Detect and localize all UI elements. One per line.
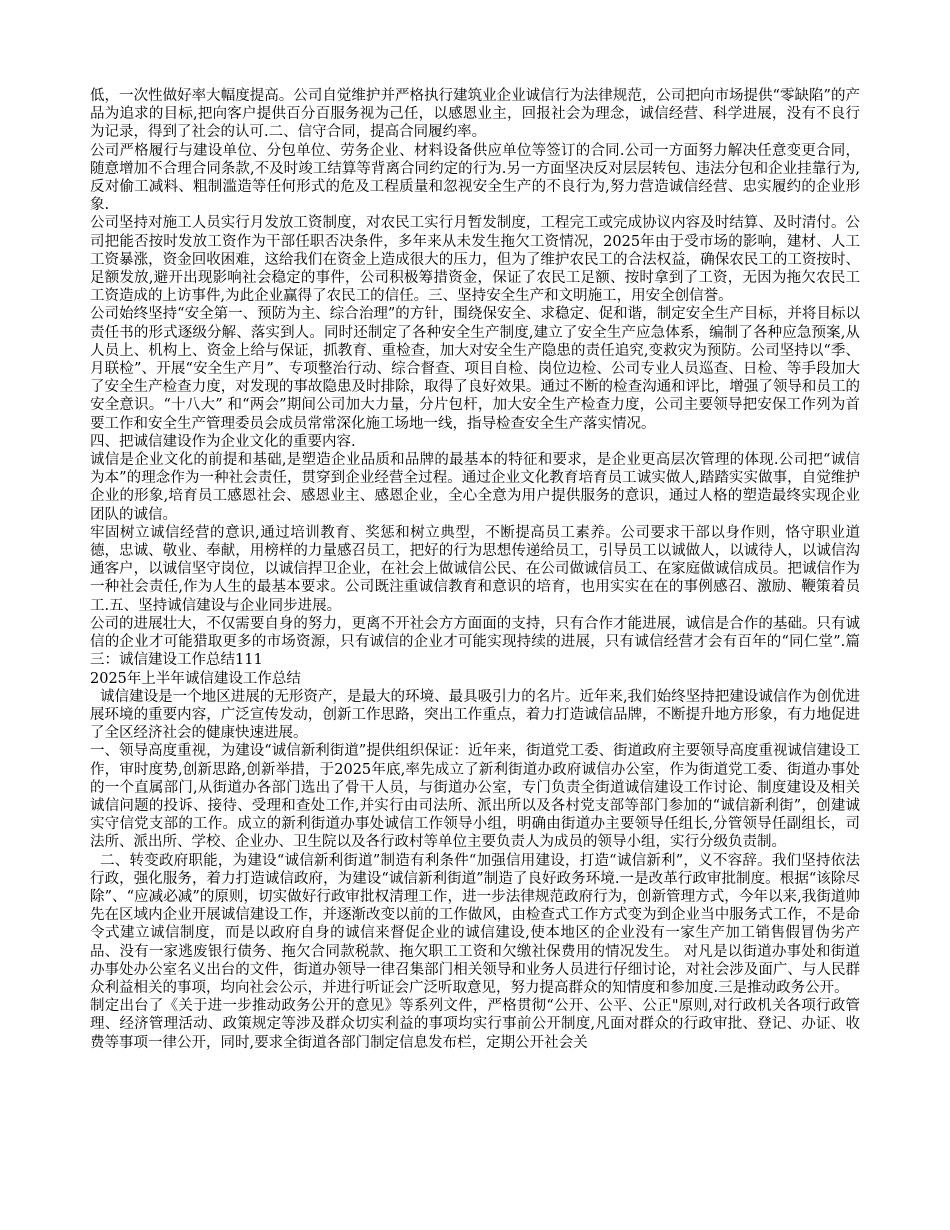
paragraph-regional-integrity: 诚信建设是一个地区进展的无形资产，是最大的环境、最具吸引力的名片。近年来,我们始终坚持把建设诚信作为创优进展环境的重要内容，广泛宣传发动，创新工作思路，突出工作重点，着力打造诚信品牌，不断提升地方形象，有力地促进了全区经济社会的健康快速进展。 [90, 688, 860, 742]
paragraph-wage-payment: 公司坚持对施工人员实行月发放工资制度，对农民工实行月暂发制度，工程完工或完成协议内容及时结算、及时清付。公司把能否按时发放工资作为干部任职否决条件，多年来从未发生拖欠工资情况，2025年由于受市场的影响，建材、人工工资暴涨，资金回收困难，这给我们在资金上造成很大的压力，但为了维护农民工的合法权益，确保农民工的工资按时、足额发放,避开出现影响社会稳定的事件，公司积极筹措资金，保证了农民工足额、按时拿到了工资，无因为拖欠农民工工资造成的上访事件,为此企业赢得了农民工的信任。三、坚持安全生产和文明施工，用安全创信誉。 [90, 215, 860, 305]
paragraph-contract-performance: 公司严格履行与建设单位、分包单位、劳务企业、材料设备供应单位等签订的合同.公司一方面努力解决任意变更合同，随意增加不合理合同条款,不及时竣工结算等背离合同约定的行为.另一方面坚决反对层层转包、违法分包和企业挂靠行为,反对偷工减料、粗制滥造等任何形式的危及工程质量和忽视安全生产的不良行为,努力营造诚信经营、忠实履约的企业形象. [90, 142, 860, 214]
paragraph-integrity-culture: 诚信是企业文化的前提和基础,是塑造企业品质和品牌的最基本的特征和要求，是企业更高层次管理的体现.公司把“诚信为本”的理念作为一种社会责任，贯穿到企业经营全过程。通过企业文化教育培育员工诚实做人,踏踏实实做事，自觉维护企业的形象,培育员工感恩社会、感恩业主、感恩企业，全心全意为用户提供服务的意识，通过人格的塑造最终实现企业团队的诚信。 [90, 452, 860, 523]
paragraph-government-functions: 二、转变政府职能，为建设“诚信新利街道”制造有利条件“加强信用建设，打造“诚信新利”，义不容辞。我们坚持依法行政，强化服务，着力打造诚信政府，为建设“诚信新利街道”制造了良好政务环境.一是改革行政审批制度。根据“该除尽除”、“应减必减”的原则，切实做好行政审批权清理工作，进一步法律规范政府行为，创新管理方式，今年以来,我街道帅先在区域内企业开展诚信建设工作，并逐渐改变以前的工作做风，由检查式工作方式变为到企业当中服务式工作，不是命令式建立诚信制度，而是以政府自身的诚信来督促企业的诚信建设,使本地区的企业没有一家生产加工销售假冒伪劣产品、没有一家逃废银行债务、拖欠合同款税款、拖欠职工工资和欠缴社保费用的情况发生。 对凡是以街道办事处和街道办事处办公室名义出台的文件，街道办领导一律召集部门相关领导和业务人员进行仔细讨论，对社会涉及面广、与人民群众利益相关的事项，均向社会公示，并进行听证会广泛听取意见，努力提高群众的知情度和参加度.三是推动政务公开。 [90, 852, 860, 996]
section-heading-corporate-culture: 四、把诚信建设作为企业文化的重要内容. [90, 433, 356, 450]
paragraph-company-growth: 公司的进展壮大，不仅需要自身的努力，更离不开社会方方面面的支持，只有合作才能进展，诚信是合作的基础。只有诚信的企业才可能猎取更多的市场资源，只有诚信的企业才可能实现持续的进展，只有诚信经营才会有百年的“同仁堂”.篇三：诚信建设工作总结111 [90, 615, 860, 669]
paragraph-integrity-awareness: 牢固树立诚信经营的意识,通过培训教育、奖惩和树立典型，不断提高员工素养。公司要求干部以身作则，恪守职业道德，忠诚、敬业、奉献，用榜样的力量感召员工，把好的行为思想传递给员工，引导员工以诚做人，以诚待人，以诚信沟通客户，以诚信坚守岗位，以诚信捍卫企业，在社会上做诚信公民、在公司做诚信员工、在家庭做诚信成员。把诚信作为一种社会责任,作为人生的最基本要求。公司既注重诚信教育和意识的培育，也用实实在在的事例感召、激励、鞭策着员工.五、坚持诚信建设与企业同步进展。 [90, 524, 860, 614]
paragraph-safety-production: 公司始终坚持“安全第一、预防为主、综合治理”的方针，围绕保安全、求稳定、促和谐，制定安全生产目标，并将目标以责任书的形式逐级分解、落实到人。同时还制定了各种安全生产制度,建立了安全生产应急体系，编制了各种应急预案,从人员上、机构上、资金上给与保证，抓教育、重检查，加大对安全生产隐患的责任追究,变救灾为预防。公司坚持以“季、月联检”、开展“安全生产月”、专项整治行动、综合督查、项目自检、岗位边检、公司专业人员巡查、日检、等手段加大了安全生产检查力度，对发现的事故隐患及时排除，取得了良好效果。通过不断的检查沟通和评比，增强了领导和员工的安全意识。“十八大” 和“两会”期间公司加大力量，分片包杆，加大安全生产检查力度，公司主要领导把安保工作列为首要工作和安全生产管理委员会成员常常深化施工场地一线，指导检查安全生产落实情况。 [90, 306, 860, 432]
document-subtitle: 2025年上半年诚信建设工作总结 [90, 670, 301, 687]
paragraph-government-transparency: 制定出台了《关于进一步推动政务公开的意见》等系列文件，严格贯彻“公开、公平、公正"原则,对行政机关各项行政管理、经济管理活动、政策规定等涉及群众切实利益的事项均实行事前公开制度,凡面对群众的行政审批、登记、办证、收费等事项一律公开，同时,要求全街道各部门制定信息发布栏，定期公开社会关 [90, 998, 860, 1051]
paragraph-intro-continuation: 低，一次性做好率大幅度提高。公司自觉维护并严格执行建筑业企业诚信行为法律规范，公司把向市场提供“零缺陷”的产品为追求的目标,把向客户提供百分百服务视为己任，以感恩业主，回报社会为理念，诚信经营、科学进展，没有不良行为记录，得到了社会的认可.二、信守合同，提高合同履约率。 [90, 88, 860, 141]
document-page [90, 87, 860, 1052]
paragraph-leadership-guarantee: 一、领导高度重视，为建设“诚信新利街道”提供组织保证：近年来，街道党工委、街道政府主要领导高度重视诚信建设工作，审时度势,创新思路,创新举措，于2025年底,率先成立了新利街道办政府诚信办公室，作为街道党工委、街道办事处的一个直属部门,从街道办各部门选出了骨干人员，与街道办公室，专门负责全街道诚信建设工作讨论、制度建设及相关诚信问题的投诉、接待、受理和查处工作,并实行由司法所、派出所以及各村党支部等部门参加的“诚信新利街”，创建诚实守信党支部的工作。成立的新利街道办事处诚信工作领导小组，明确由街道办主要领导任组长,分管领导任副组长，司法所、派出所、学校、企业办、卫生院以及各行政村等单位主要负责人为成员的领导小组，实行分级负责制。 [90, 743, 860, 851]
